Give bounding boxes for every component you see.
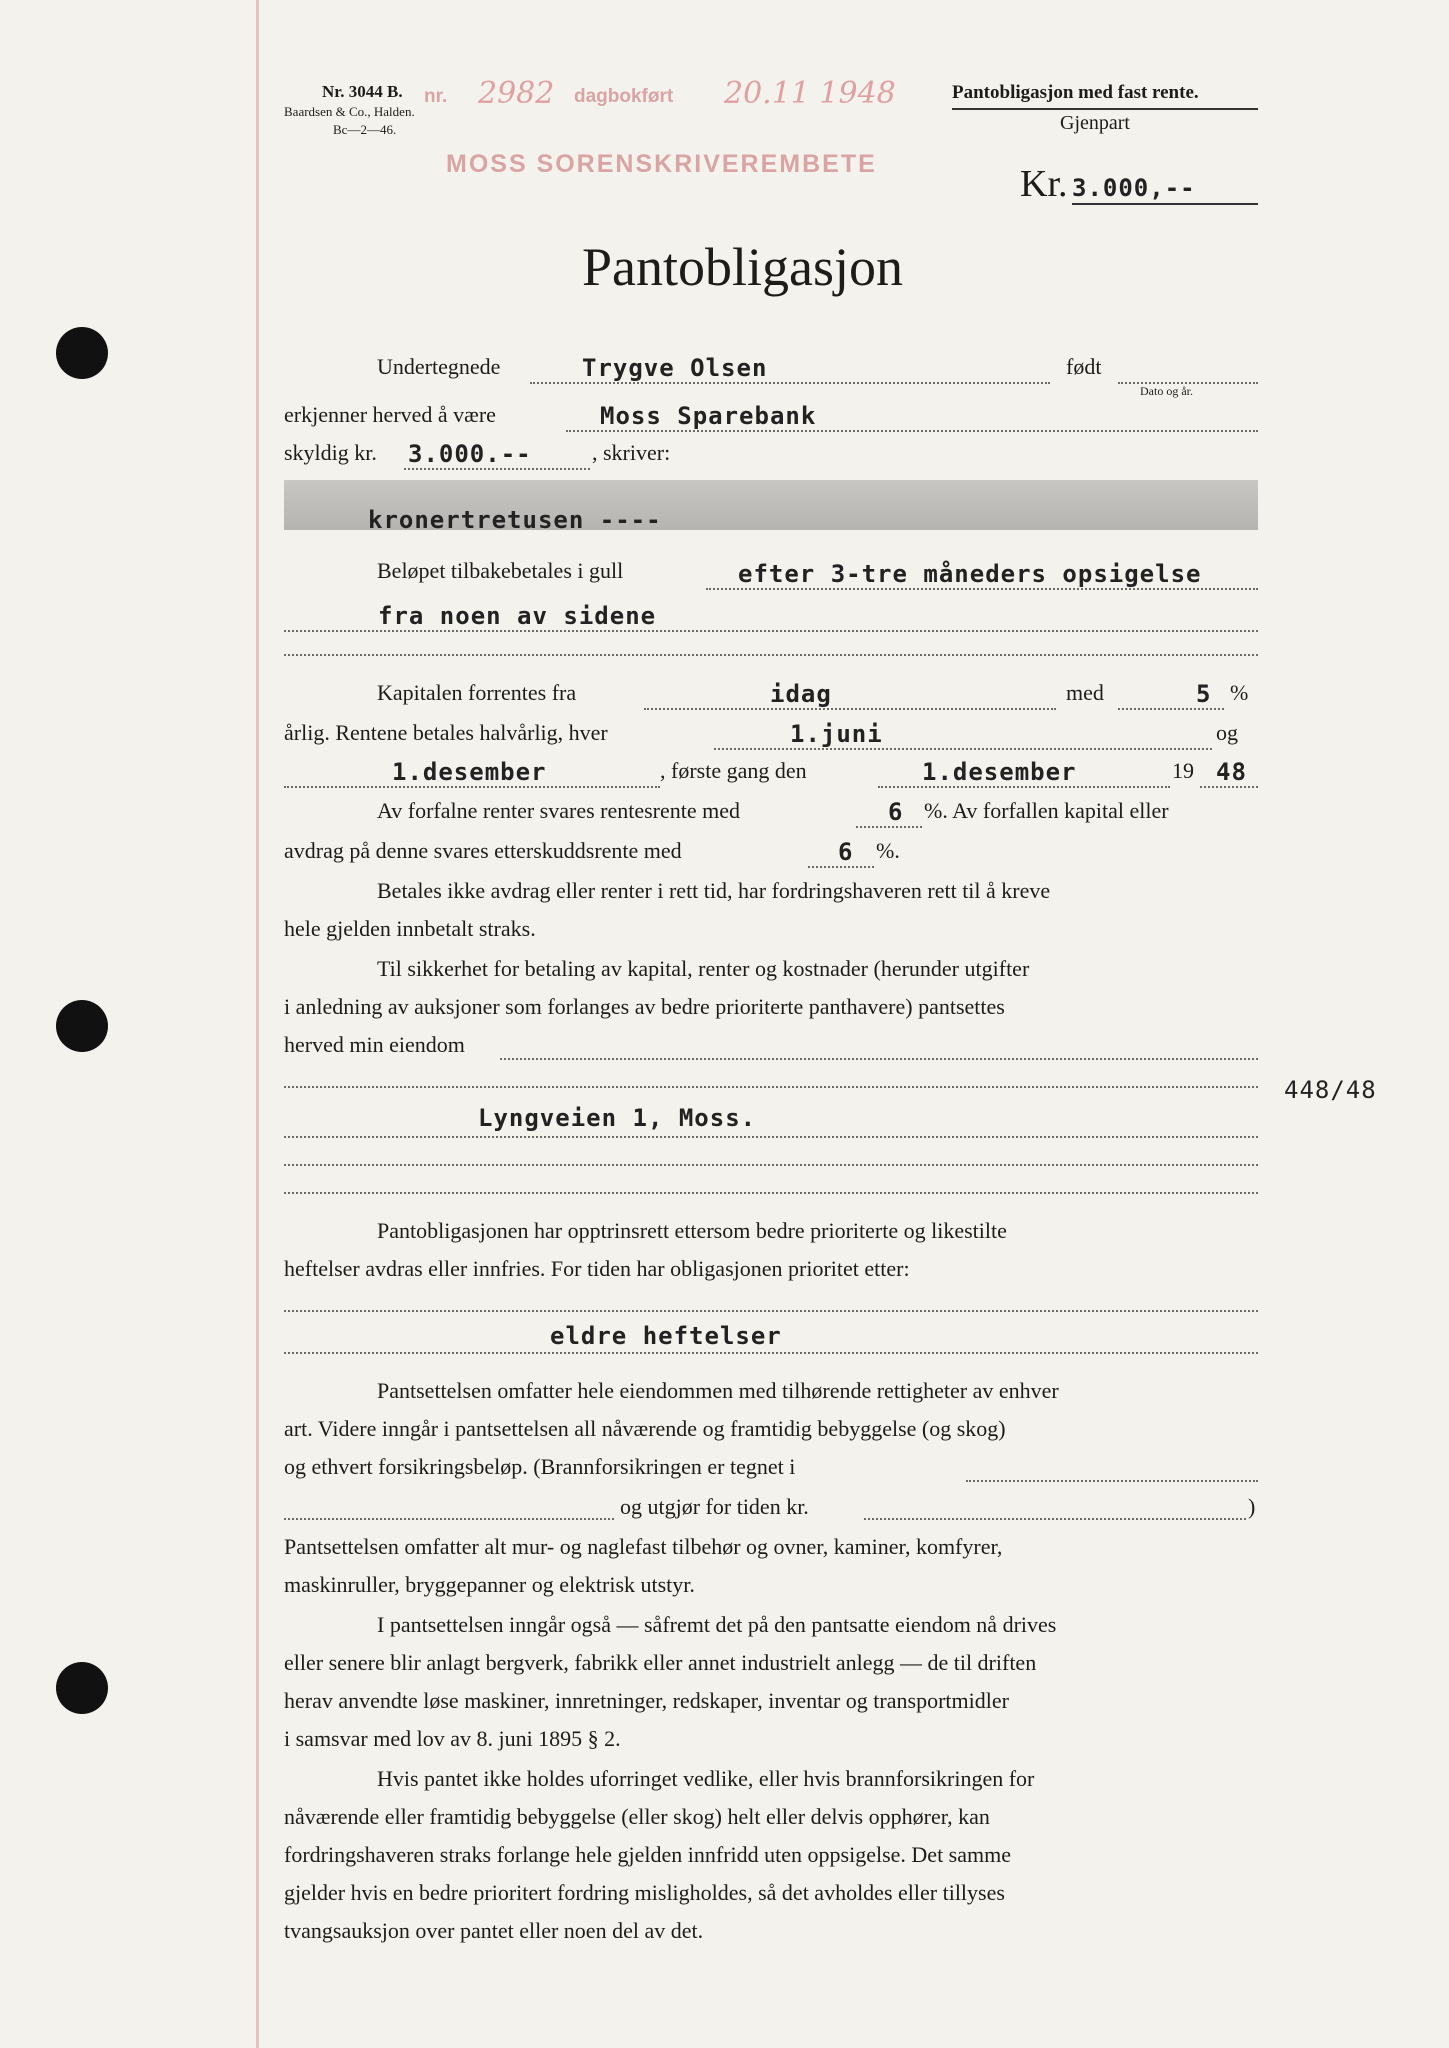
- default-text-2: hele gjelden innbetalt straks.: [284, 916, 536, 941]
- industry-text-2: eller senere blir anlagt bergverk, fabrikk eller annet industrielt anlegg — de til driften: [284, 1650, 1037, 1675]
- fill-line: [644, 708, 1056, 710]
- priority-value: eldre heftelser: [550, 1322, 782, 1350]
- fill-line: [284, 1164, 1258, 1166]
- upkeep-text-5: tvangsauksjon over pantet eller noen del av det.: [284, 1918, 704, 1943]
- signed-name: Trygve Olsen: [582, 354, 768, 382]
- fill-line: [808, 866, 874, 868]
- form-number: Nr. 3044 B.: [322, 82, 403, 101]
- document-title: Pantobligasjon: [582, 237, 903, 297]
- scope-text-1: Pantsettelsen omfatter hele eiendommen med tilhørende rettigheter av enhver: [377, 1378, 1059, 1403]
- owes-label: skyldig kr.: [284, 440, 377, 465]
- stamp-diary-label: dagbokført: [574, 86, 674, 107]
- fixtures-text-2: maskinruller, bryggepanner og elektrisk utstyr.: [284, 1572, 695, 1597]
- priority-text-2: heftelser avdras eller innfries. For tiden har obligasjonen prioritet etter:: [284, 1256, 910, 1281]
- fill-line: [530, 382, 1050, 384]
- repaid-label: Beløpet tilbakebetales i gull: [377, 558, 624, 583]
- fill-line: [284, 1136, 1258, 1138]
- punch-hole: [56, 1000, 108, 1052]
- fill-line: [966, 1480, 1258, 1482]
- amount-prefix: Kr.: [1020, 163, 1068, 205]
- amount-underline: [1072, 203, 1258, 205]
- industry-text-3: herav anvendte løse maskiner, innretninger, redskaper, inventar og transportmidler: [284, 1688, 1009, 1713]
- overdue-text-1a: Av forfalne renter svares rentesrente med: [377, 798, 741, 823]
- first-date: 1.desember: [922, 758, 1077, 786]
- fill-line: [856, 826, 922, 828]
- pay-date-1: 1.juni: [790, 720, 883, 748]
- stamp-diary-prefix: nr.: [424, 86, 448, 107]
- fill-line: [284, 654, 1258, 656]
- repaid-terms-2: fra noen av sidene: [378, 602, 657, 630]
- fill-line: [864, 1518, 1246, 1520]
- fill-line: [404, 468, 590, 470]
- priority-text-1: Pantobligasjonen har opptrinsrett ettersom bedre prioriterte og likestilte: [377, 1218, 1007, 1243]
- fill-line: [284, 630, 1258, 632]
- scope-text-4-end: ): [1248, 1494, 1256, 1519]
- writes-label: , skriver:: [592, 440, 671, 465]
- punch-hole: [56, 1662, 108, 1714]
- fill-line: [284, 1310, 1258, 1312]
- creditor-name: Moss Sparebank: [600, 402, 817, 430]
- form-code: Bc—2—46.: [333, 122, 397, 137]
- scope-text-3: og ethvert forsikringsbeløp. (Brannforsikringen er tegnet i: [284, 1454, 796, 1479]
- upkeep-text-1: Hvis pantet ikke holdes uforringet vedlike, eller hvis brannforsikringen for: [377, 1766, 1035, 1791]
- stamp-diary-number: 2982: [478, 76, 555, 111]
- punch-hole: [56, 327, 108, 379]
- fill-line: [284, 1518, 614, 1520]
- owes-amount: 3.000.--: [408, 440, 532, 468]
- acknowledge-label: erkjenner herved å være: [284, 402, 496, 427]
- publisher: Baardsen & Co., Halden.: [284, 104, 415, 119]
- upkeep-text-2: nåværende eller framtidig bebyggelse (eller skog) helt eller delvis opphører, kan: [284, 1804, 990, 1829]
- amount-words: kronertretusen ----: [368, 506, 662, 534]
- born-hint: Dato og år.: [1140, 384, 1193, 398]
- fill-line: [284, 1192, 1258, 1194]
- year-suffix: 48: [1216, 758, 1247, 786]
- form-title-underline: [952, 108, 1258, 110]
- fill-line: [566, 430, 1258, 432]
- industry-text-4: i samsvar med lov av 8. juni 1895 § 2.: [284, 1726, 621, 1751]
- pay-date-2: 1.desember: [392, 758, 547, 786]
- interest-with-label: med: [1066, 680, 1104, 705]
- fill-line: [500, 1058, 1258, 1060]
- fill-line: [284, 1352, 1258, 1354]
- upkeep-text-3: fordringshaveren straks forlange hele gjelden innfridd uten oppsigelse. Det samme: [284, 1842, 1011, 1867]
- interest-from-label: Kapitalen forrentes fra: [377, 680, 577, 705]
- and-label: og: [1216, 720, 1238, 745]
- percent-sign: %: [1230, 680, 1249, 705]
- year-prefix: 19: [1172, 758, 1194, 783]
- security-text-1: Til sikkerhet for betaling av kapital, renter og kostnader (herunder utgifter: [377, 956, 1030, 981]
- fill-line: [284, 786, 660, 788]
- overdue-rate-1: 6: [888, 798, 904, 826]
- repaid-terms-1: efter 3-tre måneders opsigelse: [738, 560, 1202, 588]
- fill-line: [1200, 786, 1258, 788]
- overdue-rate-2: 6: [838, 838, 854, 866]
- default-text-1: Betales ikke avdrag eller renter i rett tid, har fordringshaveren rett til å kreve: [377, 878, 1051, 903]
- overdue-text-1b: %. Av forfallen kapital eller: [924, 798, 1169, 823]
- interest-from: idag: [770, 680, 832, 708]
- fill-line: [284, 1086, 1258, 1088]
- yearly-label: årlig. Rentene betales halvårlig, hver: [284, 720, 608, 745]
- fill-line: [714, 748, 1212, 750]
- signed-label: Undertegnede: [377, 354, 501, 379]
- first-time-label: , første gang den: [660, 758, 807, 783]
- scope-text-2: art. Videre inngår i pantsettelsen all nåværende og framtidig bebyggelse (og skog): [284, 1416, 1006, 1441]
- industry-text-1: I pantsettelsen inngår også — såfremt det på den pantsatte eiendom nå drives: [377, 1612, 1057, 1637]
- security-text-2: i anledning av auksjoner som forlanges av bedre prioriterte panthavere) pantsettes: [284, 994, 1005, 1019]
- amount-value: 3.000,--: [1072, 174, 1196, 202]
- fill-line: [1118, 708, 1224, 710]
- fixtures-text-1: Pantsettelsen omfatter alt mur- og naglefast tilbehør og ovner, kaminer, komfyrer,: [284, 1534, 1003, 1559]
- scope-text-4: og utgjør for tiden kr.: [620, 1494, 809, 1519]
- copy-label: Gjenpart: [1060, 112, 1130, 134]
- born-label: født: [1066, 354, 1102, 379]
- overdue-text-2b: %.: [876, 838, 900, 863]
- stamp-diary-date: 20.11 1948: [724, 76, 896, 111]
- fill-line: [706, 588, 1258, 590]
- overdue-text-2a: avdrag på denne svares etterskuddsrente med: [284, 838, 682, 863]
- interest-rate: 5: [1196, 680, 1212, 708]
- margin-reference: 448/48: [1284, 1076, 1377, 1104]
- form-title: Pantobligasjon med fast rente.: [952, 82, 1199, 103]
- security-text-3: herved min eiendom: [284, 1032, 465, 1057]
- upkeep-text-4: gjelder hvis en bedre prioritert fordring misligholdes, så det avholdes eller tillyses: [284, 1880, 1005, 1905]
- fill-line: [878, 786, 1170, 788]
- stamp-office: MOSS SORENSKRIVEREMBETE: [446, 150, 877, 178]
- margin-line: [256, 0, 259, 2048]
- property-address: Lyngveien 1, Moss.: [478, 1104, 757, 1132]
